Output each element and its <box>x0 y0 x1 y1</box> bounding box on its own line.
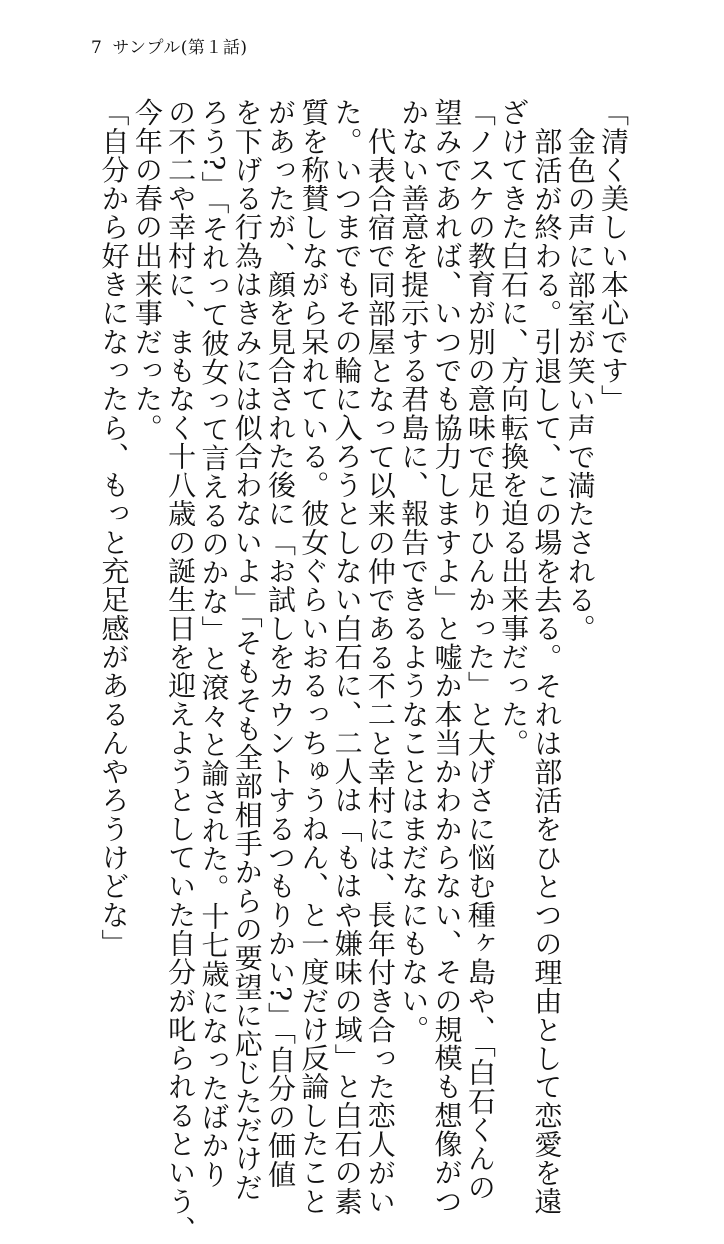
text-line: 代表合宿で同部屋となって以来の仲である不二と幸村には、長年付き合った恋人がい <box>363 127 397 1216</box>
text-line: 金色の声に部室が笑い声で満たされる。 <box>563 127 597 643</box>
text-line: を下げる行為はきみには似合わないよ」「そもそも全部相手からの要望に応じただけだ <box>230 98 264 1202</box>
page-header <box>91 40 248 57</box>
text-line: ろう?」「それって彼女って言えるのかな」と滾々と諭された。十七歳になったばかり <box>197 98 231 1189</box>
text-line: 望みであれば、いつでも協力しますよ」と嘘か本当かわからない、その規模も想像がつ <box>430 98 464 1216</box>
text-line: 「清く美しい本心です」 <box>597 98 630 414</box>
text-line: 「ノスケの教育が別の意味で足りひんかった」と大げさに悩む種ヶ島や、「白石くんの <box>463 98 497 1202</box>
text-line: があったが、顔を見合された後に「お試しをカウントするつもりかい?」「自分の価値 <box>264 98 298 1189</box>
text-line: 今年の春の出来事だった。 <box>130 98 164 442</box>
text-line: た。いつまでもその輪に入ろうとしない白石に、二人は「もはや嫌味の域」と白石の素 <box>330 98 364 1216</box>
vertical-text-body <box>97 98 630 1244</box>
text-line: ざけてきた白石に、方向転換を迫る出来事だった。 <box>497 98 531 757</box>
text-line: の不二や幸村に、まもなく十八歳の誕生日を迎えようとしていた自分が叱られるという、 <box>164 98 198 1244</box>
text-line: かない善意を提示する君島に、報告できるようなことはまだなにもない。 <box>397 98 431 1044</box>
text-line: 質を称賛しながら呆れている。彼女ぐらいおるっちゅうねん、と一度だけ反論したこと <box>297 98 331 1216</box>
text-line: 「自分から好きになったら、もっと充足感があるんやろうけどな」 <box>97 98 131 958</box>
chapter-title: サンプル(第１話) <box>112 38 248 58</box>
text-line: 部活が終わる。引退して、この場を去る。それは部活をひとつの理由として恋愛を遠 <box>530 127 564 1216</box>
page-number: 7 <box>91 38 103 58</box>
